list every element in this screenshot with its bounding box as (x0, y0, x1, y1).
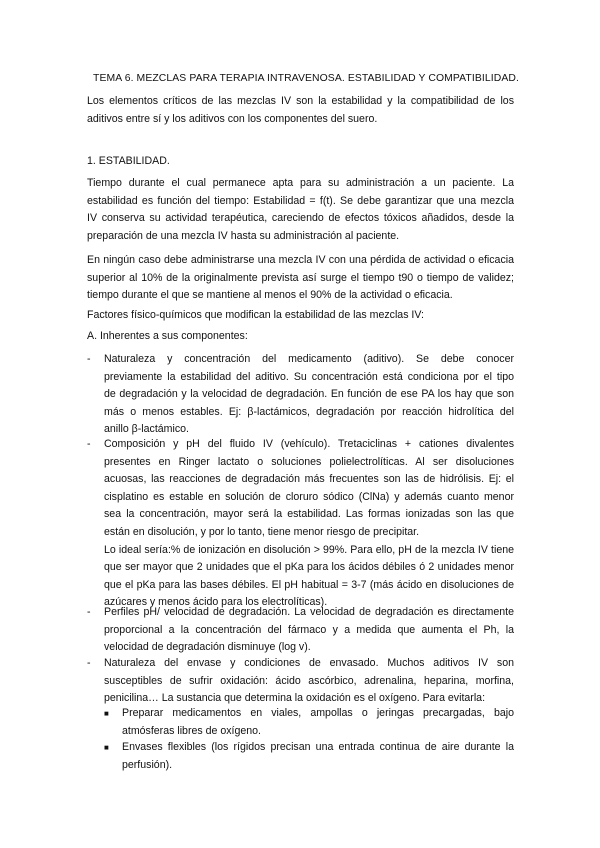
text-line: Envases flexibles (los rígidos precisan una entrada continua de aire durante la (122, 741, 514, 753)
text-line: penicilina… La sustancia que determina la oxidación es el oxígeno. Para evitarla: (104, 692, 486, 705)
subsection-heading-a: A. Inherentes a sus componentes: (87, 330, 248, 342)
section-heading-estabilidad: 1. ESTABILIDAD. (87, 155, 170, 167)
list-item-naturaleza-medicamento (104, 351, 514, 439)
text-line: que el pKa para las bases débiles. El pH habitual = 3-7 (más ácido en disoluciones de (104, 578, 514, 591)
text-line: Preparar medicamentos en viales, ampollas o jeringas precargadas, bajo (122, 707, 514, 719)
text-line: En ningún caso debe administrarse una mezcla IV con una pérdida de actividad o eficacia (87, 254, 514, 266)
list-dash: - (87, 657, 91, 669)
text-line: más o menos estables. Ej: β-lactámicos, degradación por reacción hidrolítica del (104, 405, 514, 418)
text-line: Perfiles pH/ velocidad de degradación. La velocidad de degradación es directamente (104, 606, 514, 618)
list-dash: - (87, 606, 91, 618)
list-item-composicion-ph (104, 436, 514, 612)
text-line: atmósferas libres de oxígeno. (122, 724, 261, 737)
factors-intro: Factores físico-químicos que modifican la estabilidad de las mezclas IV: (87, 309, 424, 321)
text-line: velocidad de degradación disminuye (log v). (104, 641, 311, 654)
text-line: están en disolución, y por lo tanto, tiene menor riesgo de precipitar. (104, 525, 420, 538)
list-dash: - (87, 353, 91, 365)
sub-item-envases-flexibles (122, 739, 514, 774)
intro-paragraph (87, 93, 514, 128)
text-line: Lo ideal sería:% de ionización en disolución > 99%. Para ello, pH de la mezcla IV tiene (104, 543, 514, 556)
text-line: sea la concentración, mayor será la estabilidad. Las formas ionizadas son las que (104, 508, 514, 521)
text-line: que ser mayor que 2 unidades que el pKa para los ácidos débiles ó 2 unidades menor (104, 561, 514, 574)
text-line: Naturaleza y concentración del medicamento (aditivo). Se debe conocer (104, 353, 514, 365)
text-line: cisplatino es estable en solución de cloruro sódico (ClNa) y además cuanto menor (104, 490, 514, 503)
text-line: azúcares y menos ácido para los electrolíticas). (104, 596, 328, 609)
list-dash: - (87, 438, 91, 450)
text-line: acuosas, las reacciones de degradación más frecuentes son las de hidrólisis. Ej: el (104, 473, 514, 486)
text-line: superior al 10% de la originalmente prevista así surge el tiempo t90 o tiempo de validez; (87, 271, 514, 284)
text-line: Naturaleza del envase y condiciones de envasado. Muchos aditivos IV son (104, 657, 514, 669)
text-line: preparación de una mezcla IV hasta su administración al paciente. (87, 229, 400, 242)
text-line: IV conserva su actividad terapéutica, careciendo de efectos tóxicos añadidos, desde la (87, 212, 514, 225)
text-line: Tiempo durante el cual permanece apta para su administración a un paciente. La (87, 177, 514, 189)
text-line: anillo β-lactámico. (104, 423, 189, 436)
text-line: susceptibles de sufrir oxidación: ácido ascórbico, adrenalina, heparina, morfina, (104, 674, 514, 687)
sub-item-preparar-medicamentos (122, 705, 514, 740)
text-line: previamente la estabilidad del aditivo. Su concentración está condiciona por el tipo (104, 370, 514, 383)
square-bullet-icon: ■ (104, 709, 109, 718)
text-line: de degradación y la velocidad de degradación. En función de ese PA los hay que son (104, 388, 514, 401)
document-title: TEMA 6. MEZCLAS PARA TERAPIA INTRAVENOSA. ESTABILIDAD Y COMPATIBILIDAD. (93, 73, 519, 84)
text-line: Los elementos críticos de las mezclas IV son la estabilidad y la compatibilidad de los (87, 95, 514, 107)
list-item-perfiles-ph (104, 604, 514, 657)
text-line: aditivos entre sí y los aditivos con los componentes del suero. (87, 112, 378, 125)
text-line: perfusión). (122, 758, 173, 771)
square-bullet-icon: ■ (104, 743, 109, 752)
text-line: tiempo durante el que se mantiene al menos el 90% de la actividad o eficacia. (87, 289, 453, 302)
text-line: estabilidad es función del tiempo: Estabilidad = f(t). Se debe garantizar que una mezcla (87, 194, 514, 207)
t90-paragraph (87, 252, 514, 305)
text-line: presentes en Ringer lactato o soluciones polielectrolíticas. Al ser disoluciones (104, 455, 514, 468)
text-line: Composición y pH del fluido IV (vehículo). Tretaciclinas + cationes divalentes (104, 438, 514, 450)
definition-paragraph (87, 175, 514, 245)
text-line: proporcional a la concentración del fármaco y a medida que aumenta el Ph, la (104, 623, 514, 636)
list-item-naturaleza-envase (104, 655, 514, 708)
